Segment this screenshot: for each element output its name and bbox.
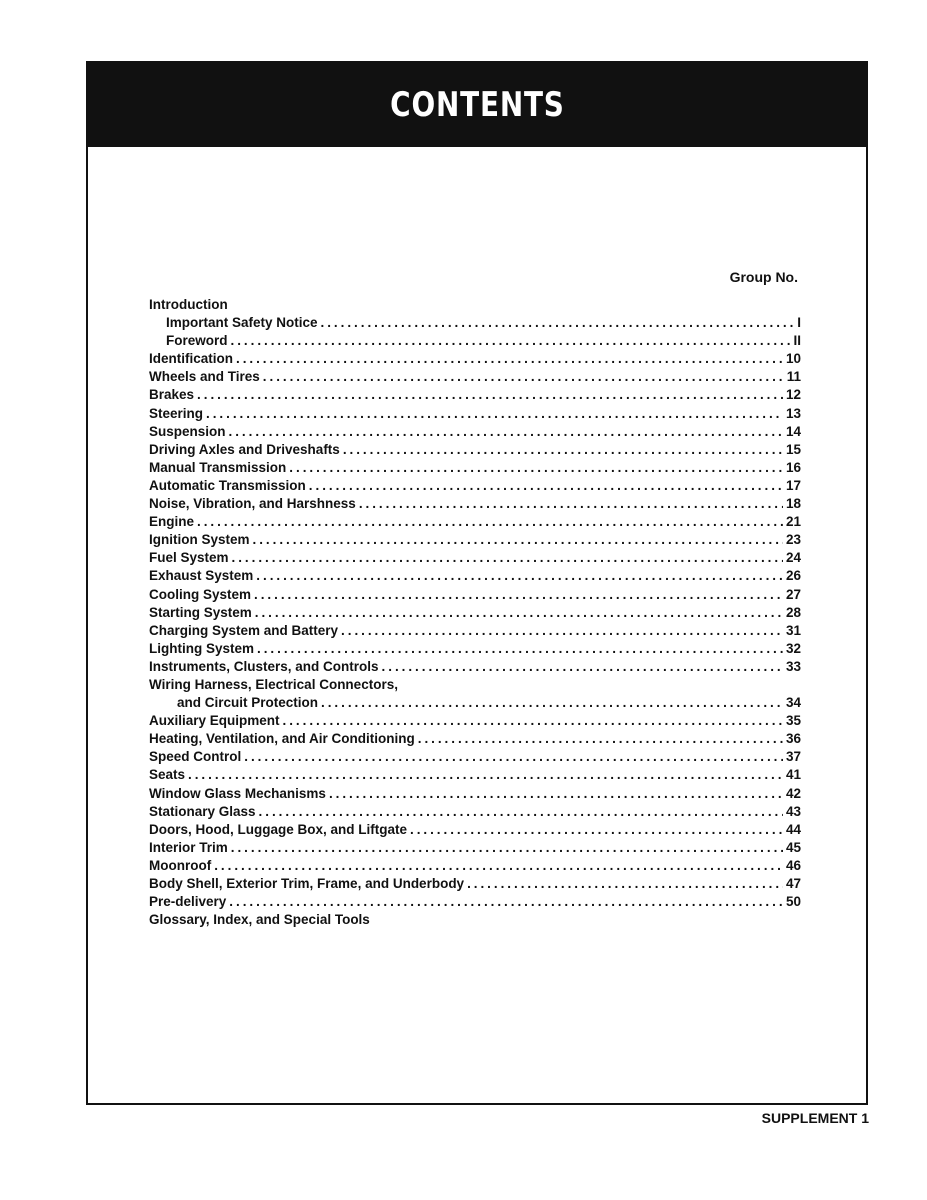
toc-page-number: 10 — [785, 351, 801, 367]
toc-row-lighting-system — [149, 641, 801, 659]
toc-row-cooling-system — [149, 587, 801, 605]
toc-row-brakes — [149, 387, 801, 405]
dot-leader — [410, 822, 783, 837]
toc-page-number: 46 — [785, 857, 801, 873]
toc-row-circuit-protection — [149, 695, 801, 713]
toc-label: Exhaust System — [149, 568, 254, 584]
toc-row-stationary-glass — [149, 804, 801, 822]
toc-page-number: 42 — [785, 785, 801, 801]
dot-leader — [283, 713, 783, 728]
toc-page-number: 23 — [785, 532, 801, 548]
toc-row-suspension — [149, 424, 801, 442]
dot-leader — [359, 496, 783, 511]
toc-label: Driving Axles and Driveshafts — [149, 441, 340, 457]
dot-leader — [197, 387, 783, 402]
toc-page-number: 47 — [785, 876, 801, 891]
dot-leader — [309, 478, 783, 493]
toc-row-starting-system — [149, 605, 801, 623]
toc-page-number: 41 — [785, 767, 801, 783]
page-footer: SUPPLEMENT 1 — [761, 1110, 869, 1126]
dot-leader — [254, 587, 783, 602]
toc-label: Glossary, Index, and Special Tools — [149, 912, 370, 928]
toc-page-number: II — [793, 333, 801, 349]
group-number-label: Group No. — [729, 269, 798, 285]
toc-label: Suspension — [149, 423, 226, 439]
toc-row-speed-control — [149, 749, 801, 767]
toc-label: Moonroof — [149, 857, 212, 873]
dot-leader — [197, 514, 783, 529]
dot-leader — [467, 876, 783, 891]
toc-label: Important Safety Notice — [166, 315, 318, 331]
toc-label: Cooling System — [149, 586, 252, 602]
toc-page-number: 33 — [785, 658, 801, 674]
toc-row-introduction — [149, 297, 801, 315]
toc-row-automatic-transmission — [149, 478, 801, 496]
header-band — [88, 63, 866, 147]
toc-page-number: 15 — [785, 441, 801, 457]
toc-label: Body Shell, Exterior Trim, Frame, and Underbody — [149, 876, 465, 891]
toc-label: Automatic Transmission — [149, 477, 306, 493]
toc-label: Instruments, Clusters, and Controls — [149, 658, 379, 674]
toc-row-seats — [149, 767, 801, 785]
toc-page-number: I — [797, 315, 801, 331]
toc-row-doors-hood — [149, 822, 801, 840]
toc-page-number: 14 — [785, 423, 801, 439]
toc-row-instruments — [149, 659, 801, 677]
toc-label: Charging System and Battery — [149, 622, 339, 638]
dot-leader — [256, 568, 783, 583]
toc-page-number: 35 — [785, 713, 801, 729]
toc-page-number: 37 — [785, 749, 801, 765]
toc-label: Engine — [149, 514, 195, 530]
toc-page-number: 50 — [785, 894, 801, 910]
toc-page-number: 44 — [785, 821, 801, 837]
toc-row-fuel-system — [149, 550, 801, 568]
toc-row-body-shell — [149, 876, 801, 894]
dot-leader — [231, 333, 791, 348]
toc-row-auxiliary-equipment — [149, 713, 801, 731]
dot-leader — [329, 786, 783, 801]
dot-leader — [343, 442, 783, 457]
toc-label: Heating, Ventilation, and Air Conditioning — [149, 731, 415, 747]
table-of-contents — [149, 297, 801, 930]
toc-label: Seats — [149, 767, 186, 783]
toc-page-number: 26 — [785, 568, 801, 584]
dot-leader — [255, 605, 783, 620]
toc-label: Noise, Vibration, and Harshness — [149, 496, 356, 512]
toc-label: Starting System — [149, 604, 252, 620]
toc-row-exhaust-system — [149, 568, 801, 586]
toc-label: Wiring Harness, Electrical Connectors, — [149, 676, 398, 692]
dot-leader — [206, 406, 783, 421]
dot-leader — [263, 369, 784, 384]
toc-row-wheels-and-tires — [149, 369, 801, 387]
toc-label: Speed Control — [149, 749, 242, 765]
toc-label: Fuel System — [149, 550, 229, 566]
toc-label: Auxiliary Equipment — [149, 713, 280, 729]
dot-leader — [244, 749, 783, 764]
toc-label: Foreword — [166, 333, 228, 349]
dot-leader — [232, 550, 783, 565]
toc-page-number: 18 — [785, 496, 801, 512]
toc-label: Interior Trim — [149, 839, 228, 855]
toc-page-number: 16 — [785, 459, 801, 475]
toc-page-number: 28 — [785, 604, 801, 620]
toc-page-number: 31 — [785, 622, 801, 638]
toc-label: and Circuit Protection — [177, 695, 319, 711]
toc-label: Manual Transmission — [149, 459, 287, 475]
toc-row-driving-axles — [149, 442, 801, 460]
toc-label: Window Glass Mechanisms — [149, 785, 326, 801]
dot-leader — [229, 894, 783, 909]
toc-row-manual-transmission — [149, 460, 801, 478]
toc-page-number: 36 — [785, 731, 801, 747]
toc-page-number: 43 — [785, 803, 801, 819]
page-title: CONTENTS — [389, 85, 565, 125]
toc-page-number: 13 — [785, 405, 801, 421]
toc-page-number: 27 — [785, 586, 801, 602]
toc-row-foreword — [149, 333, 801, 351]
toc-label: Doors, Hood, Luggage Box, and Liftgate — [149, 821, 407, 837]
dot-leader — [236, 351, 783, 366]
toc-row-window-glass — [149, 786, 801, 804]
dot-leader — [321, 695, 783, 710]
toc-row-noise-vibration — [149, 496, 801, 514]
toc-label: Ignition System — [149, 532, 250, 548]
toc-page-number: 45 — [785, 839, 801, 855]
toc-page-number: 11 — [786, 369, 801, 385]
toc-page-number: 34 — [785, 695, 801, 711]
dot-leader — [418, 731, 783, 746]
toc-label: Brakes — [149, 387, 195, 403]
toc-label: Pre-delivery — [149, 894, 227, 910]
toc-row-pre-delivery — [149, 894, 801, 912]
toc-row-glossary — [149, 912, 801, 930]
dot-leader — [382, 659, 783, 674]
toc-row-ignition-system — [149, 532, 801, 550]
toc-label: Steering — [149, 405, 204, 421]
toc-row-heating-ventilation — [149, 731, 801, 749]
toc-label: Introduction — [149, 297, 228, 312]
toc-row-identification — [149, 351, 801, 369]
dot-leader — [231, 840, 783, 855]
toc-row-charging-system — [149, 623, 801, 641]
toc-row-moonroof — [149, 858, 801, 876]
toc-row-important-safety-notice — [149, 315, 801, 333]
page-frame — [86, 61, 868, 1105]
toc-page-number: 21 — [785, 514, 801, 530]
dot-leader — [321, 315, 795, 330]
toc-page-number: 17 — [785, 477, 801, 493]
toc-row-engine — [149, 514, 801, 532]
toc-label: Wheels and Tires — [149, 369, 260, 385]
toc-label: Identification — [149, 351, 233, 367]
dot-leader — [229, 424, 783, 439]
toc-page-number: 24 — [785, 550, 801, 566]
dot-leader — [253, 532, 783, 547]
toc-page-number: 12 — [785, 387, 801, 403]
toc-page-number: 32 — [785, 640, 801, 656]
dot-leader — [257, 641, 783, 656]
toc-row-interior-trim — [149, 840, 801, 858]
dot-leader — [214, 858, 783, 873]
dot-leader — [289, 460, 783, 475]
dot-leader — [259, 804, 783, 819]
toc-row-wiring-harness — [149, 677, 801, 695]
dot-leader — [341, 623, 783, 638]
toc-label: Lighting System — [149, 640, 255, 656]
toc-row-steering — [149, 406, 801, 424]
toc-label: Stationary Glass — [149, 803, 256, 819]
dot-leader — [188, 767, 783, 782]
